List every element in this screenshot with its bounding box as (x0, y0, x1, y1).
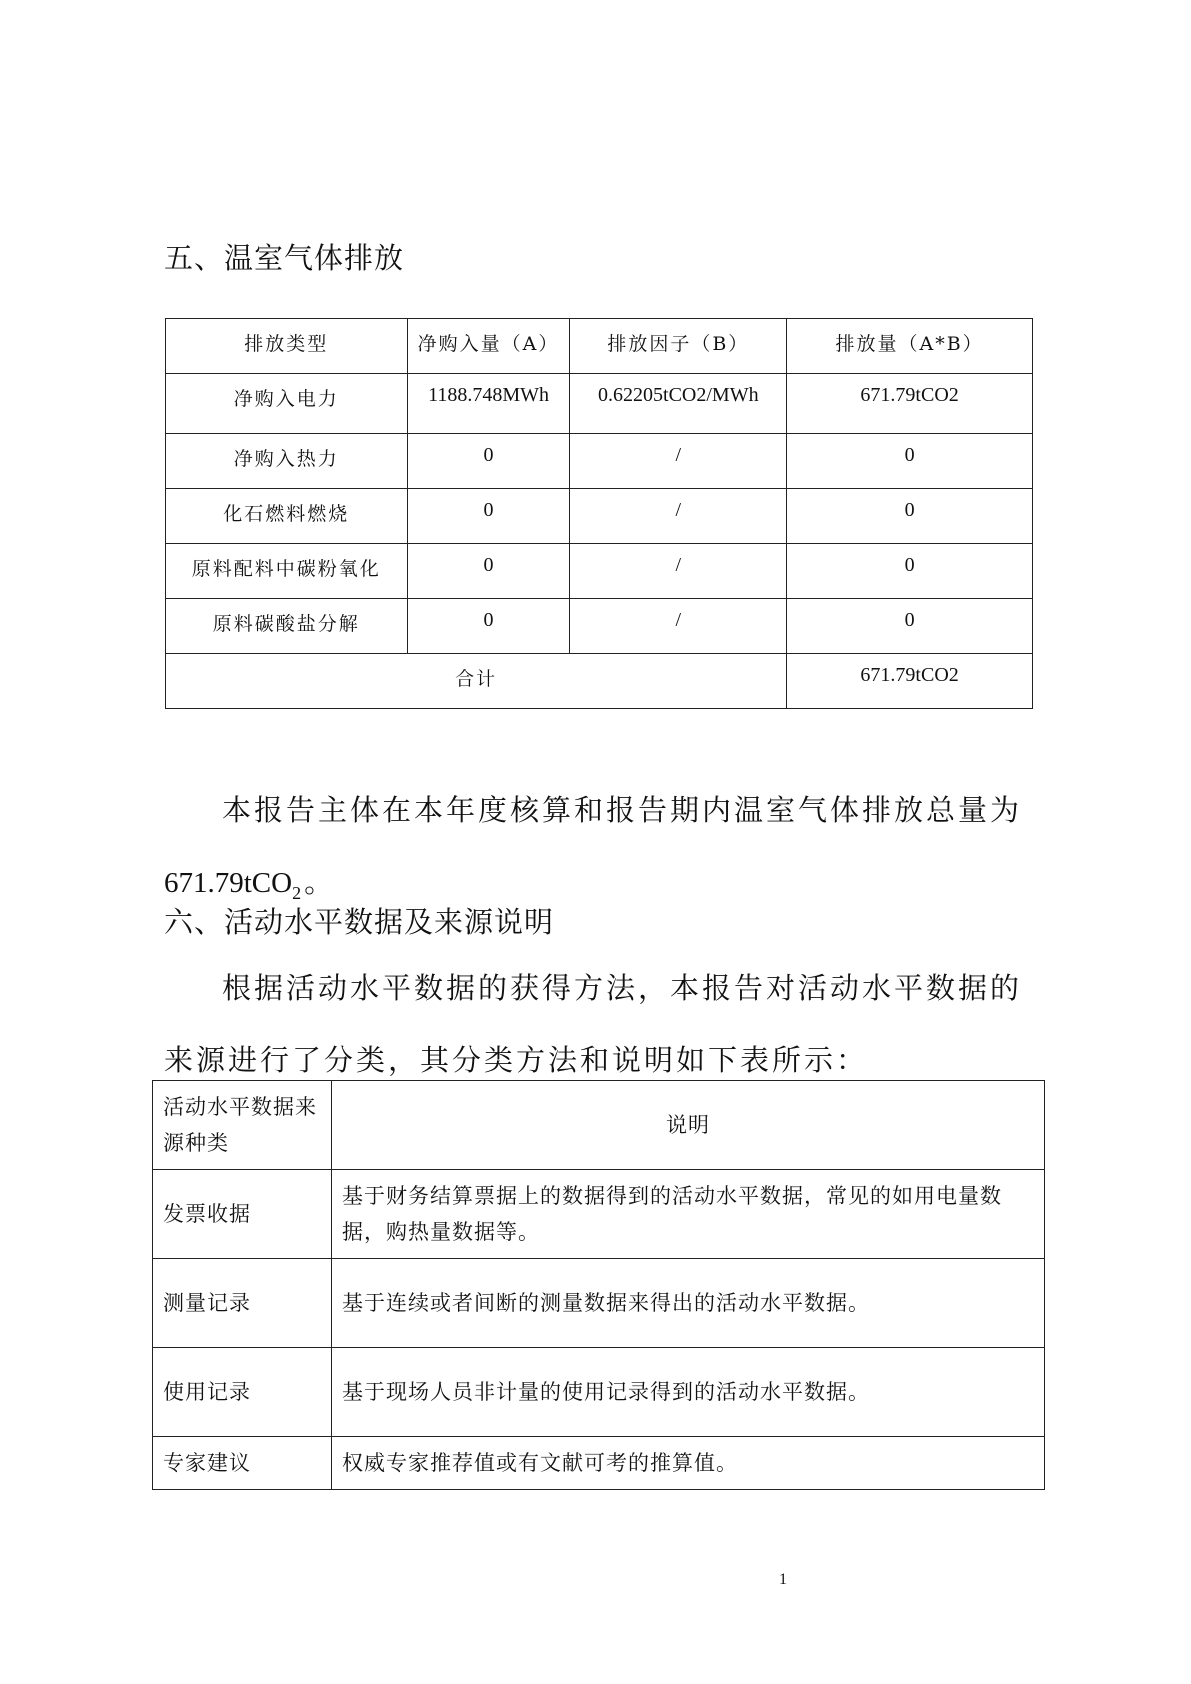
amount-cell: 0 (407, 489, 570, 544)
amount-cell: 0 (407, 544, 570, 599)
header-cell: 排放量（A*B） (787, 319, 1033, 374)
table-header-row (166, 319, 1033, 374)
summary-subscript: 2 (292, 882, 305, 903)
factor-cell: 0.62205tCO2/MWh (570, 374, 787, 434)
header-cell: 净购入量（A） (407, 319, 570, 374)
emission-table (165, 318, 1033, 709)
summary-text: 本报告主体在本年度核算和报告期内温室气体排放总量为 (222, 793, 1023, 827)
table-total-row (166, 654, 1033, 709)
table-row (153, 1348, 1045, 1437)
category-cell: 专家建议 (153, 1437, 332, 1490)
emission-cell: 0 (787, 434, 1033, 489)
table-row (166, 544, 1033, 599)
amount-cell: 1188.748MWh (407, 374, 570, 434)
header-cell: 排放类型 (166, 319, 408, 374)
description-cell: 基于财务结算票据上的数据得到的活动水平数据，常见的如用电量数据，购热量数据等。 (332, 1170, 1045, 1259)
category-cell: 测量记录 (153, 1259, 332, 1348)
summary-end: 。 (304, 865, 337, 899)
emission-cell: 671.79tCO2 (787, 374, 1033, 434)
intro-paragraph (164, 952, 1034, 1096)
table-row (153, 1170, 1045, 1259)
header-cell: 活动水平数据来源种类 (153, 1081, 332, 1170)
total-value-cell: 671.79tCO2 (787, 654, 1033, 709)
intro-text: 根据活动水平数据的获得方法，本报告对活动水平数据的来源进行了分类，其分类方法和说明如下表所示： (164, 971, 1023, 1077)
section-6-heading: 六、活动水平数据及来源说明 (164, 905, 555, 939)
factor-cell: / (570, 544, 787, 599)
table-row (166, 489, 1033, 544)
description-cell: 基于连续或者间断的测量数据来得出的活动水平数据。 (332, 1259, 1045, 1348)
table-row (166, 434, 1033, 489)
category-cell: 使用记录 (153, 1348, 332, 1437)
table-row (166, 374, 1033, 434)
table-row (153, 1259, 1045, 1348)
emission-cell: 0 (787, 544, 1033, 599)
factor-cell: / (570, 599, 787, 654)
factor-cell: / (570, 434, 787, 489)
page-number: 1 (779, 1571, 787, 1588)
type-cell: 化石燃料燃烧 (166, 489, 408, 544)
amount-cell: 0 (407, 434, 570, 489)
type-cell: 净购入电力 (166, 374, 408, 434)
description-cell: 权威专家推荐值或有文献可考的推算值。 (332, 1437, 1045, 1490)
description-cell: 基于现场人员非计量的使用记录得到的活动水平数据。 (332, 1348, 1045, 1437)
table-header-row (153, 1081, 1045, 1170)
header-cell: 说明 (332, 1081, 1045, 1170)
source-table (152, 1080, 1045, 1490)
type-cell: 原料配料中碳粉氧化 (166, 544, 408, 599)
total-label-cell: 合计 (166, 654, 787, 709)
type-cell: 原料碳酸盐分解 (166, 599, 408, 654)
emission-cell: 0 (787, 489, 1033, 544)
header-cell: 排放因子（B） (570, 319, 787, 374)
emission-cell: 0 (787, 599, 1033, 654)
section-5-heading: 五、温室气体排放 (164, 241, 405, 275)
factor-cell: / (570, 489, 787, 544)
table-row (153, 1437, 1045, 1490)
amount-cell: 0 (407, 599, 570, 654)
category-cell: 发票收据 (153, 1170, 332, 1259)
summary-value: 671.79tCO (164, 867, 293, 899)
type-cell: 净购入热力 (166, 434, 408, 489)
table-row (166, 599, 1033, 654)
